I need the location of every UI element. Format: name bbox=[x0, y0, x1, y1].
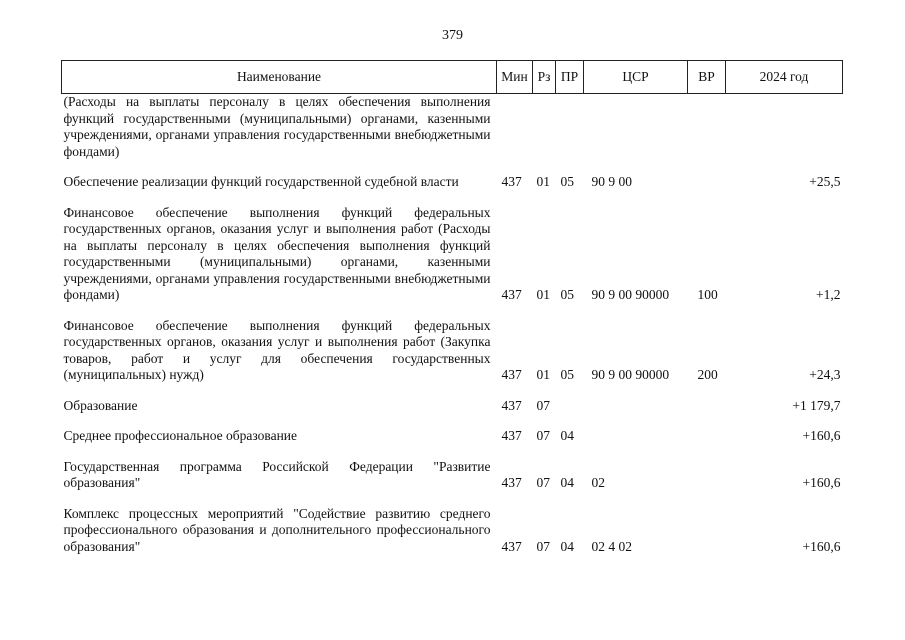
row-amount: +160,6 bbox=[802, 475, 841, 490]
row-pr: 04 bbox=[560, 475, 574, 490]
row-min: 437 bbox=[501, 174, 522, 189]
row-vr bbox=[688, 459, 726, 492]
row-pr: 04 bbox=[560, 428, 574, 443]
row-vr bbox=[688, 174, 726, 191]
table-header-row bbox=[62, 61, 843, 94]
table-row bbox=[62, 398, 843, 415]
row-min bbox=[497, 94, 533, 161]
header-vr: ВР bbox=[688, 61, 726, 94]
header-csr: ЦСР bbox=[584, 61, 688, 94]
row-min: 437 bbox=[501, 287, 522, 302]
row-name: Государственная программа Российской Федерации "Развитие образования" bbox=[63, 458, 491, 490]
row-pr: 05 bbox=[560, 287, 574, 302]
header-name: Наименование bbox=[62, 61, 497, 94]
row-csr bbox=[584, 94, 688, 161]
row-amount: +1,2 bbox=[816, 287, 841, 302]
row-vr bbox=[688, 506, 726, 556]
row-csr bbox=[584, 398, 688, 415]
row-rz bbox=[533, 94, 556, 161]
header-rz: Рз bbox=[533, 61, 556, 94]
row-rz: 01 bbox=[536, 287, 550, 302]
table-row bbox=[62, 94, 843, 161]
row-pr bbox=[556, 94, 584, 161]
row-pr: 05 bbox=[560, 174, 574, 189]
table-row bbox=[62, 174, 843, 191]
row-pr: 05 bbox=[560, 367, 574, 382]
row-amount bbox=[726, 94, 843, 161]
row-csr: 02 4 02 bbox=[591, 538, 632, 554]
row-rz: 07 bbox=[536, 538, 550, 554]
table-row bbox=[62, 428, 843, 445]
row-min: 437 bbox=[501, 475, 522, 490]
row-amount: +25,5 bbox=[809, 174, 841, 189]
row-csr: 90 9 00 90000 bbox=[591, 287, 670, 302]
header-pr: ПР bbox=[556, 61, 584, 94]
header-min: Мин bbox=[497, 61, 533, 94]
row-min: 437 bbox=[501, 397, 522, 413]
row-rz: 07 bbox=[536, 397, 550, 413]
row-rz: 01 bbox=[536, 174, 550, 189]
row-name: Образование bbox=[63, 397, 138, 413]
table-row bbox=[62, 459, 843, 492]
page-number: 379 bbox=[442, 28, 463, 43]
row-csr: 90 9 00 90000 bbox=[591, 367, 670, 382]
row-amount: +160,6 bbox=[802, 538, 841, 554]
row-min: 437 bbox=[501, 428, 522, 443]
row-vr bbox=[688, 428, 726, 445]
row-name: Комплекс процессных мероприятий "Содействие развитию среднего профессионального образования и дополнительного профессионального образования" bbox=[63, 505, 491, 554]
row-rz: 01 bbox=[536, 367, 550, 382]
row-name: (Расходы на выплаты персоналу в целях обеспечения выполнения функций государственными (муниципальными) органами, казенными учреждениями, органами управления государственными внебюджетными фондами) bbox=[63, 94, 491, 159]
budget-table bbox=[61, 60, 843, 555]
row-pr: 04 bbox=[560, 538, 574, 554]
row-name: Финансовое обеспечение выполнения функций федеральных государственных органов, оказания услуг и выполнения работ (Закупка товаров, работ и услуг для обеспечения государственных (муниципальных) нужд) bbox=[63, 317, 491, 382]
header-year: 2024 год bbox=[726, 61, 843, 94]
row-csr: 02 bbox=[591, 475, 605, 490]
row-name: Среднее профессиональное образование bbox=[63, 428, 298, 443]
table-row bbox=[62, 318, 843, 384]
row-vr: 200 bbox=[697, 367, 718, 382]
row-vr bbox=[688, 398, 726, 415]
row-vr: 100 bbox=[697, 287, 718, 302]
row-pr bbox=[556, 398, 584, 415]
row-csr bbox=[584, 428, 688, 445]
row-name: Обеспечение реализации функций государственной судебной власти bbox=[63, 174, 459, 189]
row-min: 437 bbox=[501, 367, 522, 382]
row-amount: +1 179,7 bbox=[792, 397, 841, 413]
row-name: Финансовое обеспечение выполнения функций федеральных государственных органов, оказания услуг и выполнения работ (Расходы на выплаты персоналу в целях обеспечения выполнения функций государственными (муниципальными) органами, казенными учреждениями, органами управления государственными внебюджетными фондами) bbox=[63, 204, 491, 302]
table-row bbox=[62, 205, 843, 304]
row-rz: 07 bbox=[536, 475, 550, 490]
row-amount: +24,3 bbox=[809, 367, 841, 382]
table-row bbox=[62, 506, 843, 556]
row-rz: 07 bbox=[536, 428, 550, 443]
row-amount: +160,6 bbox=[802, 428, 841, 443]
row-csr: 90 9 00 bbox=[591, 174, 632, 189]
row-vr bbox=[688, 94, 726, 161]
row-min: 437 bbox=[501, 538, 522, 554]
